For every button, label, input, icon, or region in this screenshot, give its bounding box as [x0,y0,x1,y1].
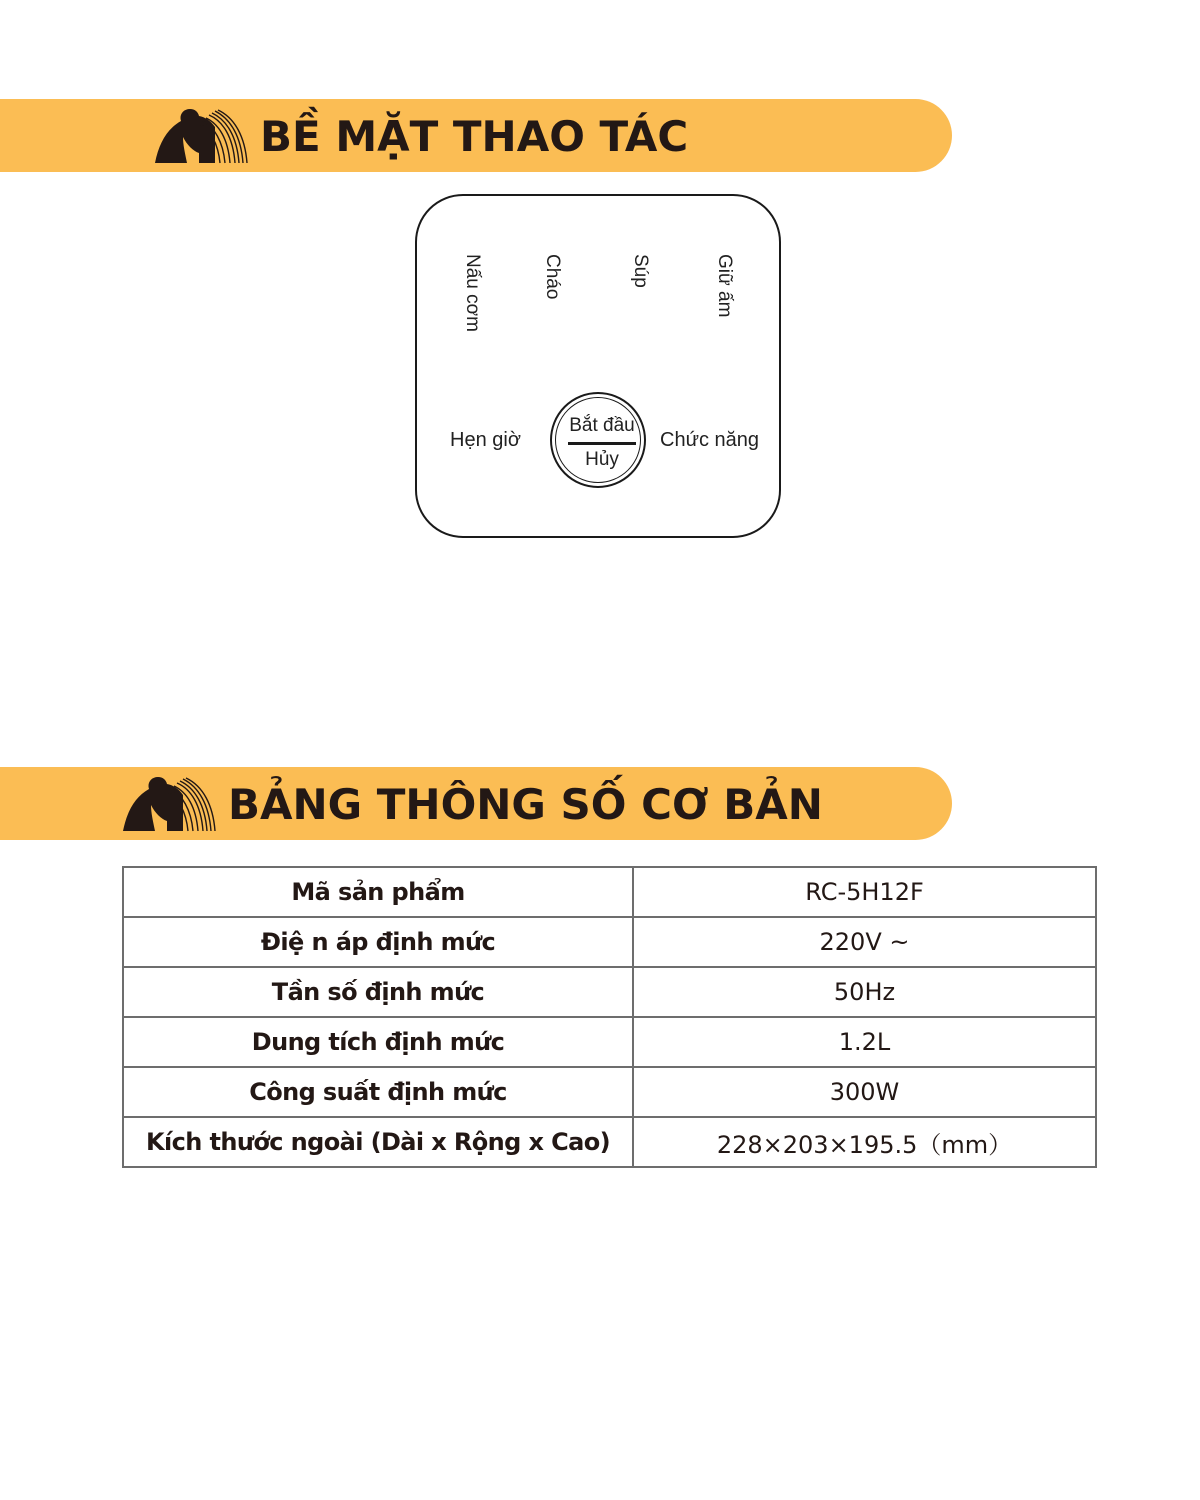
menu-label-soup[interactable]: Súp [630,254,651,288]
brand-logo-icon [153,107,249,165]
spec-value: 50Hz [633,967,1096,1017]
function-button[interactable]: Chức năng [660,429,760,451]
spec-label: Dung tích định mức [123,1017,633,1067]
spec-value: 228×203×195.5（mm） [633,1117,1096,1167]
spec-label: Tần số định mức [123,967,633,1017]
spec-table [122,866,1097,1168]
section-title-operation: BỀ MẶT THAO TÁC [260,112,689,161]
spec-label: Mã sản phẩm [123,867,633,917]
menu-label-porridge[interactable]: Cháo [542,254,563,300]
section-title-specs: BẢNG THÔNG SỐ CƠ BẢN [228,780,823,829]
spec-value: 1.2L [633,1017,1096,1067]
table-row [123,867,1096,917]
table-row [123,917,1096,967]
table-row [123,1117,1096,1167]
table-row [123,1067,1096,1117]
timer-button[interactable]: Hẹn giờ [450,429,521,451]
spec-label: Công suất định mức [123,1067,633,1117]
spec-label: Điệ n áp định mức [123,917,633,967]
spec-value: 300W [633,1067,1096,1117]
menu-label-keep-warm[interactable]: Giữ ấm [714,254,735,318]
cancel-label: Hủy [585,449,619,470]
control-panel [415,194,781,538]
start-cancel-button[interactable] [550,392,646,488]
start-button-ring [555,397,641,483]
section-banner-operation [0,99,952,172]
brand-logo-icon [121,775,217,833]
table-row [123,1017,1096,1067]
start-label: Bắt đầu [569,415,635,436]
start-cancel-divider [568,442,636,445]
menu-label-cook-rice[interactable]: Nấu cơm [462,254,483,332]
spec-value: 220V ~ [633,917,1096,967]
section-banner-specs [0,767,952,840]
spec-label: Kích thước ngoài (Dài x Rộng x Cao) [123,1117,633,1167]
table-row [123,967,1096,1017]
spec-value: RC-5H12F [633,867,1096,917]
